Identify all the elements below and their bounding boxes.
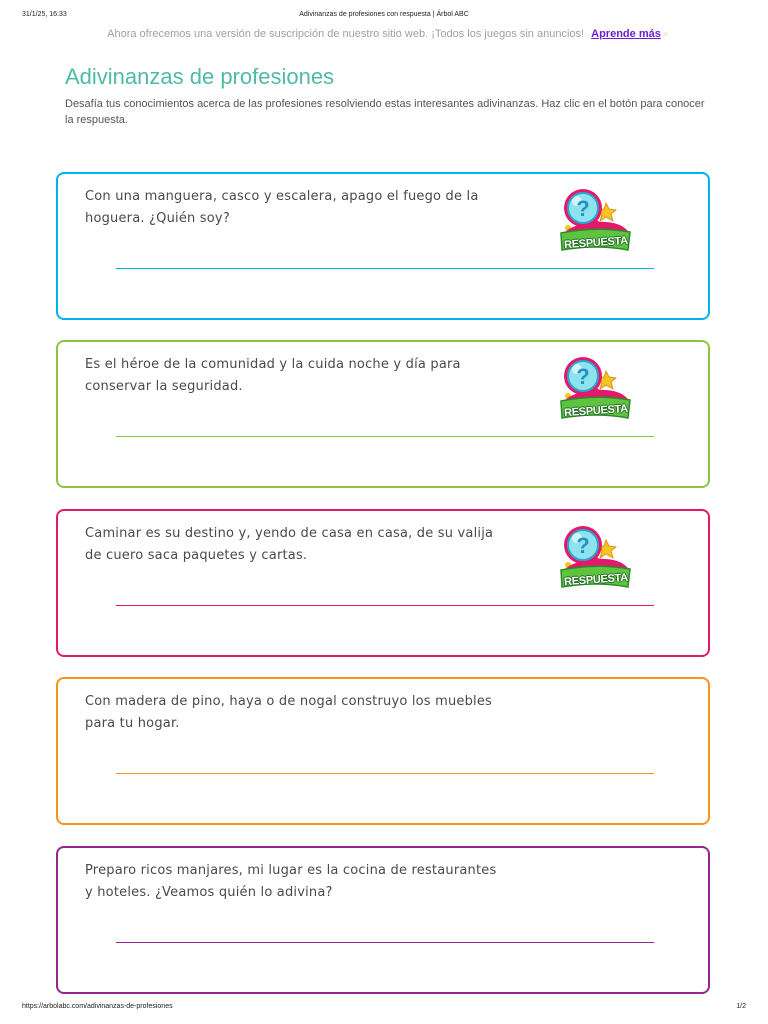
answer-button-label: RESPUESTA: [563, 571, 629, 589]
intro-text: Desafía tus conocimientos acerca de las profesiones resolviendo estas interesantes adivinanzas. Haz clic en el botón para conocer la respuesta.: [65, 98, 705, 126]
banner-text: Ahora ofrecemos una versión de suscripción de nuestro sitio web. ¡Todos los juegos sin anuncios!: [107, 28, 585, 40]
print-url: https://arbolabc.com/adivinanzas-de-profesiones: [22, 1003, 173, 1010]
answer-button[interactable]: [556, 354, 636, 426]
answer-button-label: RESPUESTA: [563, 402, 629, 420]
answer-line: [116, 773, 654, 774]
riddle-text: Con madera de pino, haya o de nogal construyo los muebles para tu hogar.: [85, 694, 493, 731]
svg-text:?: ?: [576, 196, 590, 221]
learn-more-link[interactable]: Aprende más: [591, 28, 661, 40]
answer-button-label: RESPUESTA: [563, 234, 629, 252]
subscription-banner: [0, 28, 768, 40]
print-date: 31/1/25, 16:33: [22, 11, 67, 18]
riddle-text: Preparo ricos manjares, mi lugar es la cocina de restaurantes y hoteles. ¿Veamos quién lo adivina?: [85, 863, 497, 900]
svg-text:?: ?: [576, 364, 590, 389]
answer-line: [116, 436, 654, 437]
svg-text:?: ?: [576, 533, 590, 558]
answer-line: [116, 268, 654, 269]
riddle-card: [56, 677, 710, 825]
print-page-title: Adivinanzas de profesiones con respuesta | Árbol ABC: [299, 11, 469, 18]
answer-button[interactable]: [556, 523, 636, 595]
answer-line: [116, 605, 654, 606]
answer-button[interactable]: [556, 186, 636, 258]
riddle-card: [56, 846, 710, 994]
riddle-card: [56, 340, 710, 488]
riddle-card: [56, 172, 710, 320]
print-header: [0, 11, 768, 25]
answer-line: [116, 942, 654, 943]
riddle-text: Caminar es su destino y, yendo de casa en casa, de su valija de cuero saca paquetes y cartas.: [85, 526, 494, 563]
riddle-text: Es el héroe de la comunidad y la cuida noche y día para conservar la seguridad.: [85, 357, 461, 394]
print-page-number: 1/2: [736, 1003, 746, 1010]
riddle-text: Con una manguera, casco y escalera, apago el fuego de la hoguera. ¿Quién soy?: [85, 189, 479, 226]
riddle-card: [56, 509, 710, 657]
close-icon[interactable]: ×: [663, 29, 669, 39]
page-title: Adivinanzas de profesiones: [65, 64, 335, 89]
